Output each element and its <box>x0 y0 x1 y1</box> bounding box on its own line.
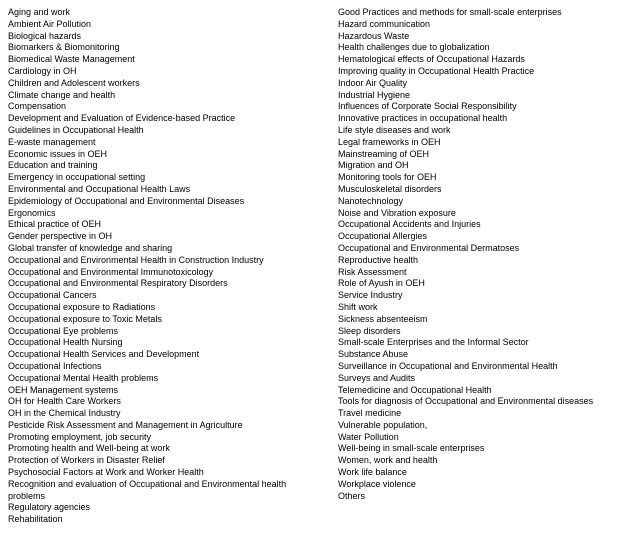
topic-item: Hematological effects of Occupational Hazards <box>338 54 525 65</box>
topic-item: Reproductive health <box>338 254 419 265</box>
topic-item: Mainstreaming of OEH <box>338 148 430 159</box>
topic-item: Cardiology in OH <box>8 65 77 76</box>
topic-item: Musculoskeletal disorders <box>338 183 442 194</box>
topic-item: Gender perspective in OH <box>8 231 113 242</box>
topic-item: Promoting health and Well-being at work <box>8 443 170 454</box>
topic-item: Regulatory agencies <box>8 502 91 513</box>
topic-item: Surveys and Audits <box>338 372 416 383</box>
topic-item: Aging and work <box>8 7 71 17</box>
topic-item: Improving quality in Occupational Health Practice <box>338 65 535 76</box>
topic-item: Surveillance in Occupational and Environmental Health <box>338 360 558 371</box>
topic-item: Shift work <box>338 301 378 312</box>
topic-item: Hazardous Waste <box>338 30 410 41</box>
topic-item: Sickness absenteeism <box>338 313 428 324</box>
topic-item: Vulnerable population, <box>338 419 428 430</box>
topic-item: Occupational exposure to Toxic Metals <box>8 313 162 324</box>
topic-item: Occupational Cancers <box>8 290 97 301</box>
topic-item: Small-scale Enterprises and the Informal Sector <box>338 337 529 348</box>
topic-list-right <box>338 7 608 502</box>
topic-item: Innovative practices in occupational health <box>338 113 508 124</box>
topic-item: Environmental and Occupational Health Laws <box>8 183 191 194</box>
topic-item: Psychosocial Factors at Work and Worker Health <box>8 467 204 478</box>
topic-item: Sleep disorders <box>338 325 401 336</box>
topic-item: Recognition and evaluation of Occupational and Environmental health problems <box>8 478 287 501</box>
topic-item: Indoor Air Quality <box>338 77 408 88</box>
topic-item: Occupational and Environmental Dermatoses <box>338 242 520 253</box>
topic-item: Noise and Vibration exposure <box>338 207 456 218</box>
topic-item: Monitoring tools for OEH <box>338 172 437 183</box>
topic-item: Work life balance <box>338 467 407 478</box>
topic-item: Water Pollution <box>338 431 399 442</box>
topic-item: Good Practices and methods for small-scale enterprises <box>338 7 562 17</box>
topic-item: Occupational Infections <box>8 360 102 371</box>
topic-item: Migration and OH <box>338 160 409 171</box>
topic-item: Nanotechnology <box>338 195 404 206</box>
topic-item: Pesticide Risk Assessment and Management in Agriculture <box>8 419 243 430</box>
topic-item: Biomarkers & Biomonitoring <box>8 42 120 53</box>
topic-item: Occupational Eye problems <box>8 325 119 336</box>
topic-item: Hazard communication <box>338 18 431 29</box>
topic-list-left <box>8 7 308 526</box>
topic-item: OH for Health Care Workers <box>8 396 121 407</box>
topic-item: Well-being in small-scale enterprises <box>338 443 485 454</box>
topic-item: Life style diseases and work <box>338 124 451 135</box>
topic-item: Occupational Health Nursing <box>8 337 123 348</box>
topic-item: Ergonomics <box>8 207 56 218</box>
topic-item: Occupational Allergies <box>338 231 428 242</box>
topic-item: Ambient Air Pollution <box>8 18 92 29</box>
topic-item: Development and Evaluation of Evidence-based Practice <box>8 113 236 124</box>
topic-item: Rehabilitation <box>8 514 63 525</box>
topic-item: Health challenges due to globalization <box>338 42 490 53</box>
topic-item: Tools for diagnosis of Occupational and Environmental diseases <box>338 396 594 407</box>
topic-item: Compensation <box>8 101 67 112</box>
topic-item: Occupational and Environmental Respiratory Disorders <box>8 278 228 289</box>
topic-item: E-waste management <box>8 136 96 147</box>
topic-item: Others <box>338 490 366 501</box>
topic-item: Education and training <box>8 160 98 171</box>
topic-item: Telemedicine and Occupational Health <box>338 384 492 395</box>
topic-item: Biomedical Waste Management <box>8 54 135 65</box>
topic-item: Occupational Mental Health problems <box>8 372 159 383</box>
topic-item: Emergency in occupational setting <box>8 172 146 183</box>
topic-item: OEH Management systems <box>8 384 119 395</box>
topic-item: Biological hazards <box>8 30 82 41</box>
topic-item: Occupational Accidents and Injuries <box>338 219 481 230</box>
topic-item: Service Industry <box>338 290 403 301</box>
topic-item: Promoting employment, job security <box>8 431 152 442</box>
topic-item: Industrial Hygiene <box>338 89 411 100</box>
topic-item: Global transfer of knowledge and sharing <box>8 242 173 253</box>
topic-item: Legal frameworks in OEH <box>338 136 441 147</box>
topic-item: Epidemiology of Occupational and Environmental Diseases <box>8 195 245 206</box>
topic-item: Occupational exposure to Radiations <box>8 301 156 312</box>
topic-item: Guidelines in Occupational Health <box>8 124 144 135</box>
topic-item: Travel medicine <box>338 408 402 419</box>
topic-item: Protection of Workers in Disaster Relief <box>8 455 165 466</box>
topic-item: Occupational and Environmental Immunotoxicology <box>8 266 214 277</box>
topic-item: Role of Ayush in OEH <box>338 278 425 289</box>
topic-item: Workplace violence <box>338 478 416 489</box>
topic-item: Risk Assessment <box>338 266 407 277</box>
topic-item: OH in the Chemical Industry <box>8 408 121 419</box>
topic-item: Occupational Health Services and Development <box>8 349 200 360</box>
topic-item: Economic issues in OEH <box>8 148 108 159</box>
topic-item: Influences of Corporate Social Responsibility <box>338 101 517 112</box>
topic-item: Climate change and health <box>8 89 116 100</box>
topic-item: Occupational and Environmental Health in Construction Industry <box>8 254 264 265</box>
topic-item: Ethical practice of OEH <box>8 219 102 230</box>
topic-item: Substance Abuse <box>338 349 409 360</box>
topic-item: Children and Adolescent workers <box>8 77 140 88</box>
topic-item: Women, work and health <box>338 455 438 466</box>
